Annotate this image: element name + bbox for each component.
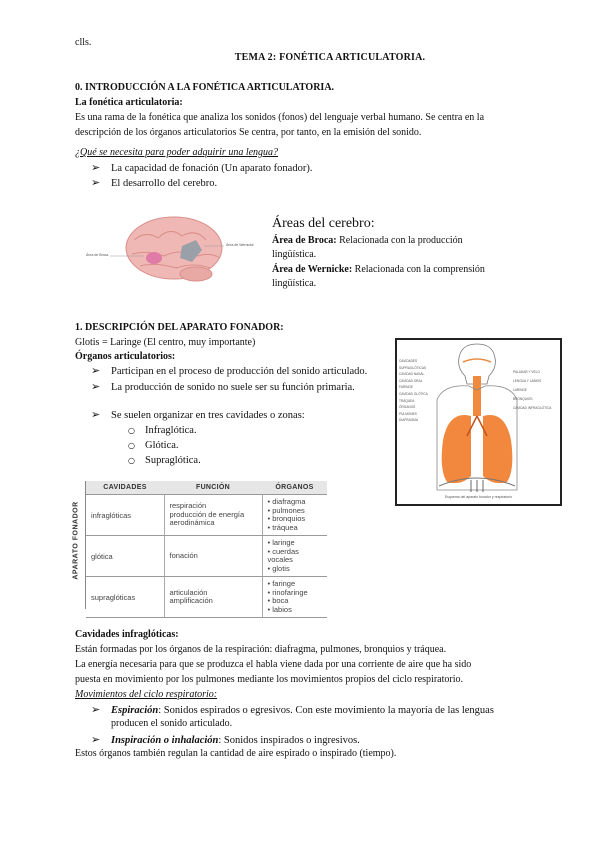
section0-question: ¿Qué se necesita para poder adquirir una lengua? xyxy=(75,147,279,158)
hollow-circle-bullet-icon: ○ xyxy=(128,456,135,465)
phonatory-apparatus-table xyxy=(67,481,327,614)
list-item: ➢ Espiración: Sonidos espirados o egresivos. Con este movimiento la mayoría de las lenguas xyxy=(91,703,494,716)
column-header: ÓRGANOS xyxy=(262,481,327,495)
infraglottic-line2: La energía necesaria para que se produzca el habla viene dada por una corriente de aire que ha sido xyxy=(75,659,472,670)
hollow-circle-bullet-icon: ○ xyxy=(128,426,135,435)
brain-illustration xyxy=(86,210,274,290)
table-row xyxy=(86,536,327,577)
function-cell: articulación amplificación xyxy=(164,577,262,618)
table-side-label: APARATO FONADOR xyxy=(72,501,80,580)
function-cell: fonación xyxy=(164,536,262,577)
organs-cell: • diafragma • pulmones • bronquios • tráquea xyxy=(262,495,327,536)
infraglottic-heading: Cavidades infraglóticas: xyxy=(75,629,179,640)
wernicke-definition: Área de Wernicke: Relacionada con la comprensión xyxy=(272,264,485,275)
section0-paragraph-line1: Es una rama de la fonética que analiza los sonidos (fonos) del lenguaje verbal humano. Se centra en la xyxy=(75,112,485,123)
arrowhead-bullet-icon: ➢ xyxy=(91,176,101,189)
hollow-circle-bullet-icon: ○ xyxy=(128,441,135,450)
brain-left-label: Área de Broca xyxy=(86,253,109,257)
list-item: ➢ Se suelen organizar en tres cavidades o zonas: xyxy=(91,408,305,421)
broca-definition: Área de Broca: Relacionada con la producción xyxy=(272,235,463,246)
infraglottic-last-line: Estos órganos también regulan la cantidad de aire espirado o inspirado (tiempo). xyxy=(75,748,397,759)
brain-areas-title: Áreas del cerebro: xyxy=(272,216,375,231)
function-cell: respiración producción de energía aerodinámica xyxy=(164,495,262,536)
arrowhead-bullet-icon: ➢ xyxy=(91,380,101,393)
infraglottic-line1: Están formadas por los órganos de la respiración: diafragma, pulmones, bronquios y tráquea. xyxy=(75,644,447,655)
section0-heading: 0. INTRODUCCIÓN A LA FONÉTICA ARTICULATORIA. xyxy=(75,82,335,93)
diagram-left-labels: CAVIDADES SUPRAGLÓTICAS CAVIDAD NASAL CAVIDAD ORAL FARINGE CAVIDAD GLÓTICA TRÁQUEA ÓRGANOS PULMONES DIAFRAGMA xyxy=(399,359,428,423)
cavity-cell: glótica xyxy=(86,536,164,577)
brain-right-label: Área de Wernicke xyxy=(226,243,254,247)
list-item: ➢ El desarrollo del cerebro. xyxy=(91,176,218,189)
wernicke-definition-cont: lingüística. xyxy=(272,278,317,289)
cavity-cell: supraglóticas xyxy=(86,577,164,618)
organs-cell: • laringe • cuerdas vocales • glotis xyxy=(262,536,327,577)
section0-subheading: La fonética articulatoria: xyxy=(75,97,183,108)
list-item: ○ Supraglótica. xyxy=(128,455,201,466)
section0-paragraph-line2: descripción de los órganos articulatorios Se centra, por tanto, en la emisión del sonido. xyxy=(75,127,422,138)
diagram-right-labels: PALADAR Y VELO LENGUA Y LABIOS LARINGE BRONQUIOS CAVIDAD INFRAGLÓTICA xyxy=(513,370,552,410)
glotis-note: Glotis = Laringe (El centro, muy importante) xyxy=(75,337,256,348)
list-item: ➢ Inspiración o inhalación: Sonidos inspirados o ingresivos. xyxy=(91,733,360,746)
list-item: ○ Infraglótica. xyxy=(128,425,197,436)
respiratory-diagram xyxy=(395,338,562,506)
respiratory-cycle-heading: Movimientos del ciclo respiratorio: xyxy=(75,689,218,700)
list-item: ➢ Participan en el proceso de producción del sonido articulado. xyxy=(91,364,368,377)
table-side-label-box xyxy=(67,481,86,609)
column-header: CAVIDADES xyxy=(86,481,164,495)
table-row xyxy=(86,577,327,618)
infraglottic-line3: puesta en movimiento por los pulmones mediante los movimientos propios del ciclo respiratorio. xyxy=(75,674,463,685)
cavity-cell: infraglóticas xyxy=(86,495,164,536)
organs-cell: • faringe • rinofaringe • boca • labios xyxy=(262,577,327,618)
arrowhead-bullet-icon: ➢ xyxy=(91,364,101,377)
arrowhead-bullet-icon: ➢ xyxy=(91,733,101,746)
page-title: TEMA 2: FONÉTICA ARTICULATORIA. xyxy=(234,52,426,63)
cavities-table xyxy=(86,481,327,618)
list-item: ➢ La capacidad de fonación (Un aparato fonador). xyxy=(91,161,313,174)
organs-heading: Órganos articulatorios: xyxy=(75,351,176,362)
header-code: clls. xyxy=(75,37,92,48)
broca-definition-cont: lingüística. xyxy=(272,249,317,260)
arrowhead-bullet-icon: ➢ xyxy=(91,703,101,716)
list-item: ➢ La producción de sonido no suele ser su función primaria. xyxy=(91,380,355,393)
arrowhead-bullet-icon: ➢ xyxy=(91,161,101,174)
diagram-caption: Esquema del aparato fonador y respiratorio xyxy=(444,495,513,499)
arrowhead-bullet-icon: ➢ xyxy=(91,408,101,421)
list-item: ○ Glótica. xyxy=(128,440,179,451)
expiration-cont: producen el sonido articulado. xyxy=(111,718,233,729)
section1-heading: 1. DESCRIPCIÓN DEL APARATO FONADOR: xyxy=(75,322,284,333)
table-row xyxy=(86,495,327,536)
column-header: FUNCIÓN xyxy=(164,481,262,495)
